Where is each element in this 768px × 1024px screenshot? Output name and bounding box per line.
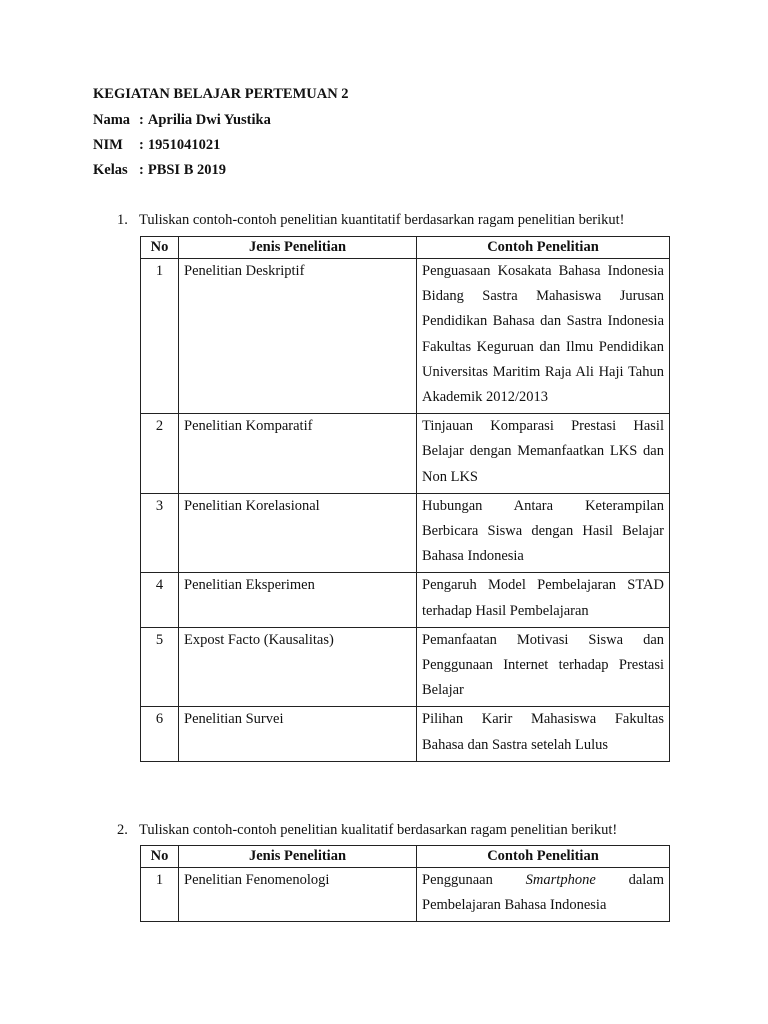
cell-contoh-italic: Smartphone bbox=[525, 872, 596, 888]
cell-contoh: Pengaruh Model Pembelajaran STAD terhadap Hasil Pembelajaran bbox=[417, 573, 670, 627]
column-header-no: No bbox=[141, 846, 179, 868]
cell-contoh-text: dalam Pembelajaran Bahasa Indonesia bbox=[422, 872, 664, 914]
header-row-nama: Nama : Aprilia Dwi Yustika bbox=[93, 112, 271, 128]
cell-jenis: Expost Facto (Kausalitas) bbox=[179, 627, 417, 707]
header-value: 1951041021 bbox=[147, 137, 221, 153]
cell-jenis: Penelitian Komparatif bbox=[179, 414, 417, 494]
cell-contoh: Tinjauan Komparasi Prestasi Hasil Belajar dengan Memanfaatkan LKS dan Non LKS bbox=[417, 414, 670, 494]
question-text: Tuliskan contoh-contoh penelitian kualitatif berdasarkan ragam penelitian berikut! bbox=[139, 822, 618, 838]
cell-jenis: Penelitian Fenomenologi bbox=[179, 868, 417, 922]
cell-no: 5 bbox=[141, 627, 179, 707]
cell-jenis: Penelitian Deskriptif bbox=[179, 259, 417, 414]
cell-contoh: Hubungan Antara Keterampilan Berbicara Siswa dengan Hasil Belajar Bahasa Indonesia bbox=[417, 493, 670, 573]
cell-no: 1 bbox=[141, 868, 179, 922]
question-number: 2. bbox=[117, 822, 128, 838]
cell-no: 3 bbox=[141, 493, 179, 573]
table-row bbox=[141, 868, 670, 922]
cell-contoh-text: Penguasaan Kosakata Bahasa Indonesia Bidang Sastra Mahasiswa Jurusan Pendidikan Bahasa dan Sastra Indonesia Fakultas Keguruan dan Ilmu Pendidikan Universitas Maritim Raja Ali Haji Tahun Akademik 2012/2013 bbox=[422, 263, 664, 406]
table-row bbox=[141, 493, 670, 573]
cell-jenis: Penelitian Survei bbox=[179, 707, 417, 761]
column-header-jenis: Jenis Penelitian bbox=[179, 846, 417, 868]
header-value: Aprilia Dwi Yustika bbox=[147, 112, 271, 128]
column-header-contoh: Contoh Penelitian bbox=[417, 846, 670, 868]
table-row bbox=[141, 627, 670, 707]
cell-contoh bbox=[417, 259, 670, 414]
document-title: KEGIATAN BELAJAR PERTEMUAN 2 bbox=[93, 86, 349, 102]
cell-no: 4 bbox=[141, 573, 179, 627]
question-number: 1. bbox=[117, 212, 128, 228]
quantitative-research-table bbox=[140, 236, 670, 762]
cell-jenis: Penelitian Eksperimen bbox=[179, 573, 417, 627]
cell-no: 2 bbox=[141, 414, 179, 494]
question-text: Tuliskan contoh-contoh penelitian kuantitatif berdasarkan ragam penelitian berikut! bbox=[139, 212, 625, 228]
column-header-no: No bbox=[141, 237, 179, 259]
table-header-row bbox=[141, 237, 670, 259]
table-row bbox=[141, 573, 670, 627]
table-row bbox=[141, 259, 670, 414]
column-header-contoh: Contoh Penelitian bbox=[417, 237, 670, 259]
cell-no: 1 bbox=[141, 259, 179, 414]
header-label: Kelas bbox=[93, 162, 128, 178]
table-header-row bbox=[141, 846, 670, 868]
header-value: PBSI B 2019 bbox=[147, 162, 227, 178]
cell-contoh: Pilihan Karir Mahasiswa Fakultas Bahasa dan Sastra setelah Lulus bbox=[417, 707, 670, 761]
header-label: NIM bbox=[93, 137, 123, 153]
header-row-kelas: Kelas : PBSI B 2019 bbox=[93, 162, 227, 178]
cell-jenis: Penelitian Korelasional bbox=[179, 493, 417, 573]
column-header-jenis: Jenis Penelitian bbox=[179, 237, 417, 259]
table-row bbox=[141, 414, 670, 494]
cell-contoh: Pemanfaatan Motivasi Siswa dan Penggunaan Internet terhadap Prestasi Belajar bbox=[417, 627, 670, 707]
header-label: Nama bbox=[93, 112, 131, 128]
qualitative-research-table bbox=[140, 845, 670, 922]
cell-contoh-text: Penggunaan bbox=[422, 872, 526, 888]
cell-no: 6 bbox=[141, 707, 179, 761]
cell-contoh bbox=[417, 868, 670, 922]
header-row-nim: NIM : 1951041021 bbox=[93, 137, 221, 153]
table-row bbox=[141, 707, 670, 761]
